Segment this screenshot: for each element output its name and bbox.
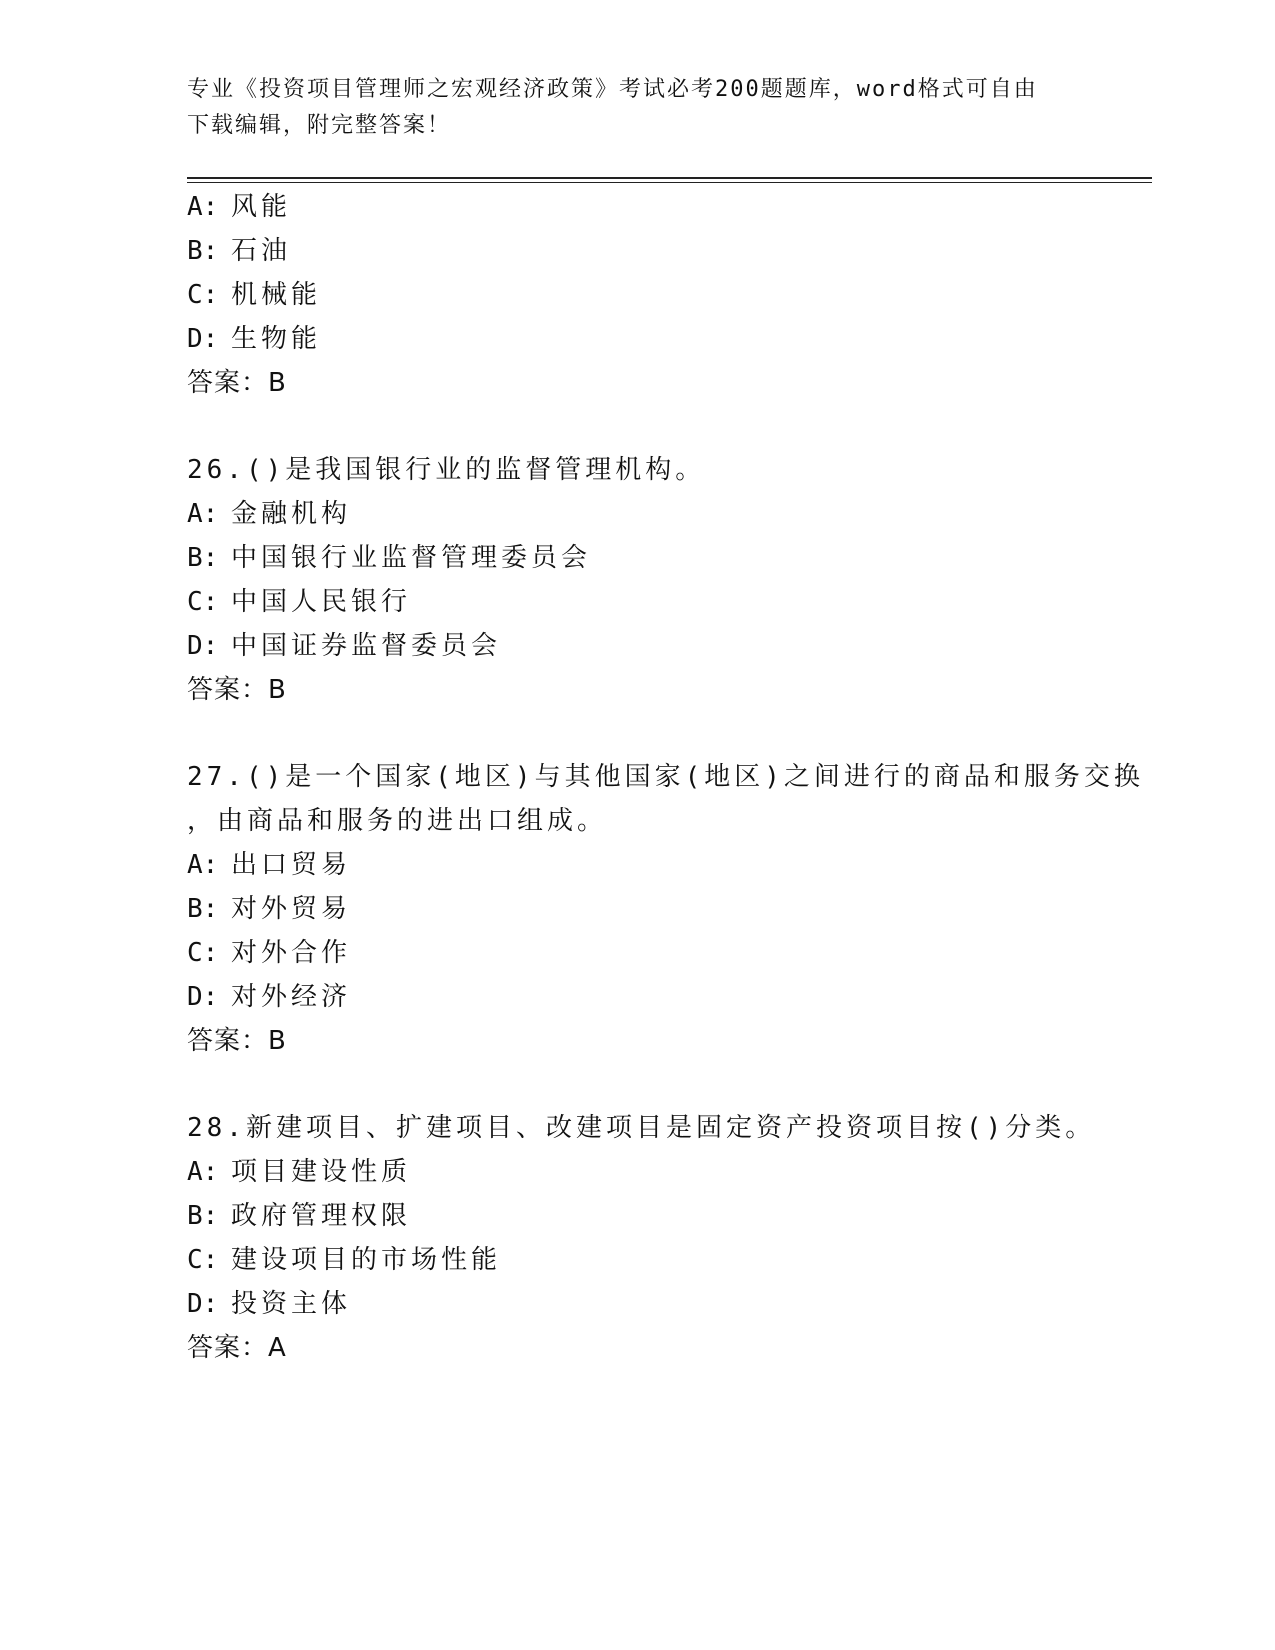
header-line-2: 下载编辑，附完整答案！ [187, 113, 452, 138]
document-header [187, 72, 1087, 144]
answer-line: 答案：B [187, 1026, 287, 1056]
option-letter: A: [187, 192, 219, 222]
option-c [187, 278, 321, 312]
option-b [187, 541, 591, 575]
option-c [187, 936, 351, 970]
option-letter: D: [187, 631, 219, 661]
option-d [187, 322, 321, 356]
option-a [187, 497, 351, 531]
option-letter: B: [187, 236, 219, 266]
question-28-stem: 28.新建项目、扩建项目、改建项目是固定资产投资项目按()分类。 [187, 1113, 1096, 1143]
option-letter: B: [187, 1201, 219, 1231]
header-divider [187, 177, 1152, 179]
option-letter: D: [187, 324, 219, 354]
option-d [187, 1287, 351, 1321]
option-text: 生物能 [231, 324, 322, 354]
option-b [187, 1199, 411, 1233]
option-letter: C: [187, 280, 219, 310]
option-text: 出口贸易 [231, 850, 352, 880]
option-a [187, 848, 351, 882]
option-text: 机械能 [231, 280, 322, 310]
option-text: 项目建设性质 [231, 1157, 412, 1187]
answer-line: 答案：B [187, 368, 287, 398]
option-text: 中国证券监督委员会 [231, 631, 502, 661]
option-text: 中国人民银行 [231, 587, 412, 617]
option-text: 投资主体 [231, 1289, 352, 1319]
option-letter: A: [187, 499, 219, 529]
header-divider-thin [187, 182, 1152, 183]
option-text: 政府管理权限 [231, 1201, 412, 1231]
option-b [187, 234, 291, 268]
option-text: 对外贸易 [231, 894, 352, 924]
option-letter: A: [187, 1157, 219, 1187]
option-c [187, 585, 411, 619]
option-text: 风能 [231, 192, 292, 222]
question-26-stem: 26.()是我国银行业的监督管理机构。 [187, 455, 706, 485]
option-letter: D: [187, 1289, 219, 1319]
option-text: 金融机构 [231, 499, 352, 529]
option-letter: B: [187, 894, 219, 924]
question-27-stem-line-1: 27.()是一个国家(地区)与其他国家(地区)之间进行的商品和服务交换 [187, 762, 1144, 792]
answer-line: 答案：B [187, 675, 287, 705]
option-letter: B: [187, 543, 219, 573]
option-letter: C: [187, 938, 219, 968]
option-b [187, 892, 351, 926]
option-letter: A: [187, 850, 219, 880]
option-text: 中国银行业监督管理委员会 [231, 543, 592, 573]
option-text: 对外经济 [231, 982, 352, 1012]
option-d [187, 629, 501, 663]
option-c [187, 1243, 501, 1277]
question-27-stem-line-2: ，由商品和服务的进出口组成。 [187, 806, 608, 836]
option-letter: C: [187, 1245, 219, 1275]
option-text: 石油 [231, 236, 292, 266]
option-a [187, 190, 291, 224]
option-a [187, 1155, 411, 1189]
answer-line: 答案：A [187, 1333, 287, 1363]
header-line-1: 专业《投资项目管理师之宏观经济政策》考试必考200题题库，word格式可自由 [187, 77, 1038, 102]
option-letter: C: [187, 587, 219, 617]
option-text: 对外合作 [231, 938, 352, 968]
option-letter: D: [187, 982, 219, 1012]
option-d [187, 980, 351, 1014]
option-text: 建设项目的市场性能 [231, 1245, 502, 1275]
